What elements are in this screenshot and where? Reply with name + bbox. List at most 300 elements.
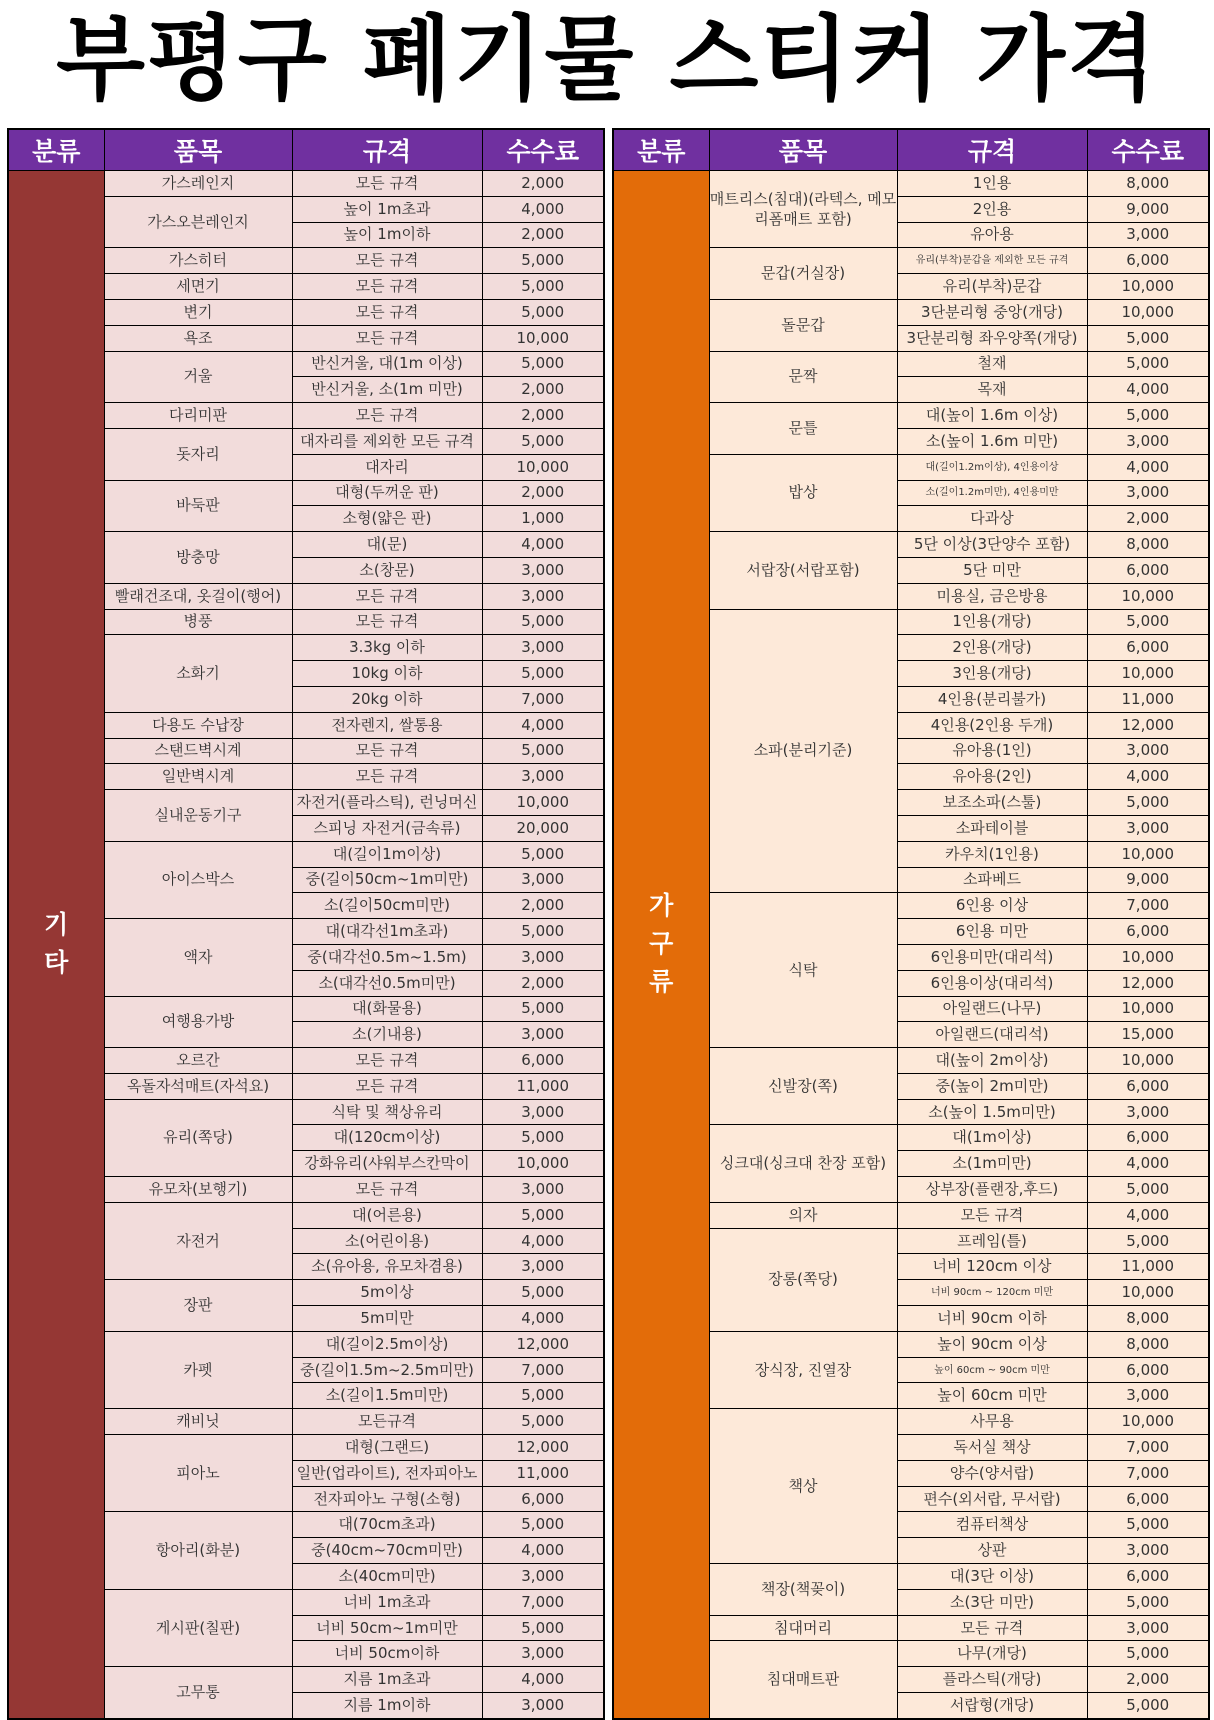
item-name-cell: 유모차(보행기) [104,1177,292,1203]
fee-cell: 4,000 [482,196,604,222]
item-name-cell: 의자 [709,1202,897,1228]
fee-cell: 6,000 [1087,1357,1209,1383]
spec-cell: 식탁 및 책상유리 [292,1099,482,1125]
fee-cell: 5,000 [482,1125,604,1151]
spec-cell: 컴퓨터책상 [897,1512,1087,1538]
fee-cell: 3,000 [1087,738,1209,764]
fee-cell: 2,000 [482,171,604,197]
item-name-cell: 돗자리 [104,428,292,480]
spec-cell: 소(기내용) [292,1022,482,1048]
fee-cell: 5,000 [482,661,604,687]
item-name-cell: 스탠드벽시계 [104,738,292,764]
spec-cell: 소파베드 [897,867,1087,893]
spec-cell: 모든 규격 [292,1048,482,1074]
fee-cell: 5,000 [482,428,604,454]
spec-cell: 프레임(틀) [897,1228,1087,1254]
fee-cell: 2,000 [482,970,604,996]
fee-cell: 3,000 [482,867,604,893]
spec-cell: 4인용(2인용 두개) [897,712,1087,738]
fee-cell: 8,000 [1087,1306,1209,1332]
fee-cell: 15,000 [1087,1022,1209,1048]
fee-cell: 4,000 [1087,454,1209,480]
fee-cell: 6,000 [1087,1073,1209,1099]
fee-cell: 2,000 [482,403,604,429]
fee-cell: 10,000 [1087,841,1209,867]
spec-cell: 높이 1m초과 [292,196,482,222]
item-name-cell: 바둑판 [104,480,292,532]
spec-cell: 대(어른용) [292,1202,482,1228]
spec-cell: 1인용 [897,171,1087,197]
spec-cell: 중(높이 2m미만) [897,1073,1087,1099]
spec-cell: 보조소파(스툴) [897,790,1087,816]
item-name-cell: 가스레인지 [104,171,292,197]
spec-cell: 소(길이1.2m미만), 4인용미만 [897,480,1087,506]
fee-cell: 8,000 [1087,532,1209,558]
fee-cell: 11,000 [482,1460,604,1486]
fee-cell: 3,000 [482,1641,604,1667]
item-name-cell: 장롱(쪽당) [709,1228,897,1331]
fee-cell: 10,000 [482,454,604,480]
item-name-cell: 신발장(쪽) [709,1048,897,1125]
fee-cell: 10,000 [1087,1409,1209,1435]
fee-cell: 5,000 [482,274,604,300]
spec-cell: 대(120cm이상) [292,1125,482,1151]
spec-cell: 대(높이 1.6m 이상) [897,403,1087,429]
fee-cell: 4,000 [482,1306,604,1332]
spec-cell: 자전거(플라스틱), 런닝머신 [292,790,482,816]
fee-cell: 4,000 [482,532,604,558]
spec-cell: 모든 규격 [292,1073,482,1099]
spec-cell: 지름 1m초과 [292,1667,482,1693]
spec-cell: 2인용 [897,196,1087,222]
fee-cell: 8,000 [1087,171,1209,197]
fee-cell: 3,000 [1087,1383,1209,1409]
spec-cell: 5단 미만 [897,557,1087,583]
fee-cell: 7,000 [1087,1435,1209,1461]
fee-cell: 10,000 [1087,944,1209,970]
spec-cell: 소(길이50cm미만) [292,893,482,919]
spec-cell: 대(화물용) [292,996,482,1022]
spec-cell: 전자피아노 구형(소형) [292,1486,482,1512]
fee-cell: 3,000 [1087,480,1209,506]
fee-cell: 5,000 [1087,1693,1209,1719]
header-category: 분류 [8,129,104,171]
fee-cell: 5,000 [482,1280,604,1306]
spec-cell: 너비 1m초과 [292,1589,482,1615]
item-name-cell: 일반벽시계 [104,764,292,790]
fee-cell: 7,000 [482,1357,604,1383]
spec-cell: 목재 [897,377,1087,403]
item-name-cell: 문틀 [709,403,897,455]
spec-cell: 독서실 책상 [897,1435,1087,1461]
spec-cell: 너비 50cm이하 [292,1641,482,1667]
fee-cell: 10,000 [1087,996,1209,1022]
spec-cell: 6인용이상(대리석) [897,970,1087,996]
fee-cell: 3,000 [482,1022,604,1048]
fee-cell: 10,000 [482,1151,604,1177]
fee-cell: 3,000 [482,1254,604,1280]
spec-cell: 모든 규격 [292,1177,482,1203]
spec-cell: 양수(양서랍) [897,1460,1087,1486]
item-name-cell: 게시판(칠판) [104,1589,292,1666]
fee-cell: 2,000 [482,222,604,248]
fee-cell: 6,000 [482,1486,604,1512]
spec-cell: 중(길이1.5m~2.5m미만) [292,1357,482,1383]
fee-cell: 3,000 [482,557,604,583]
fee-cell: 2,000 [1087,1667,1209,1693]
item-name-cell: 자전거 [104,1202,292,1279]
header-category: 분류 [613,129,709,171]
item-name-cell: 문갑(거실장) [709,248,897,300]
spec-cell: 대(높이 2m이상) [897,1048,1087,1074]
fee-cell: 10,000 [1087,1280,1209,1306]
table-row [8,171,604,197]
item-name-cell: 침대매트판 [709,1641,897,1719]
item-name-cell: 방충망 [104,532,292,584]
item-name-cell: 돌문갑 [709,299,897,351]
fee-cell: 4,000 [482,712,604,738]
item-name-cell: 소파(분리기준) [709,609,897,893]
fee-cell: 9,000 [1087,196,1209,222]
spec-cell: 모든 규격 [292,274,482,300]
spec-cell: 소파테이블 [897,815,1087,841]
spec-cell: 스피닝 자전거(금속류) [292,815,482,841]
fee-cell: 7,000 [1087,893,1209,919]
spec-cell: 1인용(개당) [897,609,1087,635]
spec-cell: 중(대각선0.5m~1.5m) [292,944,482,970]
spec-cell: 대(70cm초과) [292,1512,482,1538]
spec-cell: 높이 1m이하 [292,222,482,248]
item-name-cell: 액자 [104,919,292,996]
fee-cell: 3,000 [482,1099,604,1125]
fee-cell: 5,000 [1087,1177,1209,1203]
fee-cell: 6,000 [1087,1564,1209,1590]
fee-cell: 3,000 [482,944,604,970]
fee-cell: 5,000 [482,841,604,867]
fee-cell: 1,000 [482,506,604,532]
fee-cell: 5,000 [482,996,604,1022]
spec-cell: 유아용(2인) [897,764,1087,790]
spec-cell: 너비 90cm 이하 [897,1306,1087,1332]
spec-cell: 전자렌지, 쌀통용 [292,712,482,738]
spec-cell: 소(40cm미만) [292,1564,482,1590]
spec-cell: 철재 [897,351,1087,377]
spec-cell: 20kg 이하 [292,686,482,712]
spec-cell: 모든 규격 [292,248,482,274]
item-name-cell: 다리미판 [104,403,292,429]
fee-cell: 3,000 [1087,428,1209,454]
spec-cell: 모든 규격 [292,583,482,609]
fee-cell: 4,000 [482,1538,604,1564]
header-fee: 수수료 [1087,129,1209,171]
spec-cell: 중(길이50cm~1m미만) [292,867,482,893]
spec-cell: 높이 60cm ~ 90cm 미만 [897,1357,1087,1383]
spec-cell: 일반(업라이트), 전자피아노 [292,1460,482,1486]
spec-cell: 편수(외서랍, 무서랍) [897,1486,1087,1512]
spec-cell: 아일랜드(대리석) [897,1022,1087,1048]
spec-cell: 미용실, 금은방용 [897,583,1087,609]
spec-cell: 6인용 미만 [897,919,1087,945]
item-name-cell: 카펫 [104,1331,292,1408]
fee-cell: 5,000 [1087,325,1209,351]
spec-cell: 대(문) [292,532,482,558]
fee-cell: 5,000 [1087,351,1209,377]
fee-cell: 10,000 [1087,274,1209,300]
spec-cell: 사무용 [897,1409,1087,1435]
spec-cell: 너비 50cm~1m미만 [292,1615,482,1641]
item-name-cell: 옥돌자석매트(자석요) [104,1073,292,1099]
fee-cell: 5,000 [482,609,604,635]
spec-cell: 모든 규격 [292,738,482,764]
item-name-cell: 항아리(화분) [104,1512,292,1589]
fee-cell: 10,000 [1087,1048,1209,1074]
header-row [8,129,604,171]
fee-cell: 3,000 [482,1693,604,1719]
fee-cell: 12,000 [482,1435,604,1461]
fee-cell: 8,000 [1087,1331,1209,1357]
spec-cell: 모든 규격 [292,299,482,325]
item-name-cell: 서랍장(서랍포함) [709,532,897,609]
fee-cell: 5,000 [1087,1589,1209,1615]
spec-cell: 모든 규격 [292,764,482,790]
fee-cell: 3,000 [482,764,604,790]
fee-cell: 3,000 [482,1564,604,1590]
fee-cell: 5,000 [482,351,604,377]
spec-cell: 서랍형(개당) [897,1693,1087,1719]
spec-cell: 상부장(플랜장,후드) [897,1177,1087,1203]
fee-cell: 12,000 [1087,712,1209,738]
item-name-cell: 가스히터 [104,248,292,274]
item-name-cell: 여행용가방 [104,996,292,1048]
item-name-cell: 장식장, 진열장 [709,1331,897,1408]
spec-cell: 유리(부착)문갑을 제외한 모든 규격 [897,248,1087,274]
fee-cell: 5,000 [1087,609,1209,635]
fee-cell: 5,000 [482,1615,604,1641]
spec-cell: 소(어린이용) [292,1228,482,1254]
spec-cell: 소형(얇은 판) [292,506,482,532]
spec-cell: 대(3단 이상) [897,1564,1087,1590]
spec-cell: 높이 90cm 이상 [897,1331,1087,1357]
fee-cell: 4,000 [1087,377,1209,403]
fee-cell: 5,000 [482,1409,604,1435]
spec-cell: 강화유리(샤워부스칸막이 [292,1151,482,1177]
item-name-cell: 책상 [709,1409,897,1564]
fee-cell: 12,000 [1087,970,1209,996]
spec-cell: 6인용미만(대리석) [897,944,1087,970]
fee-cell: 5,000 [1087,790,1209,816]
spec-cell: 5m이상 [292,1280,482,1306]
item-name-cell: 피아노 [104,1435,292,1512]
spec-cell: 유아용(1인) [897,738,1087,764]
category-cell: 기 타 [8,171,104,1719]
fee-cell: 20,000 [482,815,604,841]
spec-cell: 대자리 [292,454,482,480]
fee-cell: 5,000 [482,1202,604,1228]
item-name-cell: 욕조 [104,325,292,351]
item-name-cell: 매트리스(침대)(라텍스, 메모리폼매트 포함) [709,171,897,248]
item-name-cell: 가스오븐레인지 [104,196,292,248]
fee-cell: 11,000 [482,1073,604,1099]
spec-cell: 2인용(개당) [897,635,1087,661]
spec-cell: 중(40cm~70cm미만) [292,1538,482,1564]
item-name-cell: 변기 [104,299,292,325]
item-name-cell: 장판 [104,1280,292,1332]
spec-cell: 아일랜드(나무) [897,996,1087,1022]
spec-cell: 플라스틱(개당) [897,1667,1087,1693]
spec-cell: 나무(개당) [897,1641,1087,1667]
category-cell: 가 구 류 [613,171,709,1719]
spec-cell: 4인용(분리불가) [897,686,1087,712]
spec-cell: 대(대각선1m초과) [292,919,482,945]
spec-cell: 소(높이 1.5m미만) [897,1099,1087,1125]
spec-cell: 유리(부착)문갑 [897,274,1087,300]
item-name-cell: 실내운동기구 [104,790,292,842]
fee-cell: 2,000 [1087,506,1209,532]
fee-cell: 12,000 [482,1331,604,1357]
fee-cell: 5,000 [482,1383,604,1409]
table-row [613,171,1209,197]
fee-cell: 11,000 [1087,1254,1209,1280]
fee-cell: 5,000 [482,919,604,945]
spec-cell: 반신거울, 대(1m 이상) [292,351,482,377]
fee-table-right [612,128,1210,1720]
fee-cell: 10,000 [1087,661,1209,687]
spec-cell: 모든 규격 [292,403,482,429]
spec-cell: 모든 규격 [897,1615,1087,1641]
fee-cell: 3,000 [1087,1538,1209,1564]
fee-cell: 6,000 [1087,635,1209,661]
item-name-cell: 오르간 [104,1048,292,1074]
page-title: 부평구 폐기물 스티커 가격 [56,6,1158,113]
fee-cell: 10,000 [482,325,604,351]
spec-cell: 대형(두꺼운 판) [292,480,482,506]
fee-cell: 4,000 [482,1228,604,1254]
fee-cell: 7,000 [482,1589,604,1615]
fee-cell: 3,000 [1087,222,1209,248]
spec-cell: 너비 120cm 이상 [897,1254,1087,1280]
fee-cell: 3,000 [482,1177,604,1203]
item-name-cell: 밥상 [709,454,897,531]
header-item: 품목 [104,129,292,171]
spec-cell: 소(창문) [292,557,482,583]
spec-cell: 소(유아용, 유모차겸용) [292,1254,482,1280]
spec-cell: 모든 규격 [292,171,482,197]
spec-cell: 반신거울, 소(1m 미만) [292,377,482,403]
item-name-cell: 다용도 수납장 [104,712,292,738]
spec-cell: 모든 규격 [292,325,482,351]
fee-cell: 6,000 [1087,919,1209,945]
fee-cell: 6,000 [1087,1486,1209,1512]
fee-table-left [7,128,605,1720]
item-name-cell: 빨래건조대, 옷걸이(행어) [104,583,292,609]
fee-cell: 2,000 [482,377,604,403]
spec-cell: 5단 이상(3단양수 포함) [897,532,1087,558]
item-name-cell: 침대머리 [709,1615,897,1641]
fee-cell: 7,000 [482,686,604,712]
spec-cell: 3단분리형 좌우양쪽(개당) [897,325,1087,351]
spec-cell: 카우치(1인용) [897,841,1087,867]
spec-cell: 모든 규격 [292,609,482,635]
spec-cell: 너비 90cm ~ 120cm 미만 [897,1280,1087,1306]
item-name-cell: 소화기 [104,635,292,712]
item-name-cell: 거울 [104,351,292,403]
fee-cell: 10,000 [1087,583,1209,609]
fee-cell: 5,000 [482,1512,604,1538]
fee-cell: 5,000 [482,248,604,274]
fee-cell: 10,000 [1087,299,1209,325]
item-name-cell: 아이스박스 [104,841,292,918]
spec-cell: 10kg 이하 [292,661,482,687]
item-name-cell: 고무통 [104,1667,292,1719]
fee-cell: 4,000 [1087,1151,1209,1177]
fee-cell: 2,000 [482,480,604,506]
header-row [613,129,1209,171]
spec-cell: 다과상 [897,506,1087,532]
fee-cell: 3,000 [1087,1615,1209,1641]
fee-cell: 11,000 [1087,686,1209,712]
fee-cell: 4,000 [1087,764,1209,790]
spec-cell: 대(길이2.5m이상) [292,1331,482,1357]
spec-cell: 소(1m미만) [897,1151,1087,1177]
spec-cell: 모든규격 [292,1409,482,1435]
fee-cell: 5,000 [1087,1228,1209,1254]
spec-cell: 3인용(개당) [897,661,1087,687]
spec-cell: 5m미만 [292,1306,482,1332]
fee-cell: 7,000 [1087,1460,1209,1486]
spec-cell: 소(대각선0.5m미만) [292,970,482,996]
item-name-cell: 세면기 [104,274,292,300]
fee-cell: 5,000 [482,299,604,325]
spec-cell: 지름 1m이하 [292,1693,482,1719]
spec-cell: 대(1m이상) [897,1125,1087,1151]
spec-cell: 소(높이 1.6m 미만) [897,428,1087,454]
item-name-cell: 유리(쪽당) [104,1099,292,1176]
spec-cell: 상판 [897,1538,1087,1564]
fee-cell: 5,000 [1087,1512,1209,1538]
fee-cell: 6,000 [1087,1125,1209,1151]
fee-cell: 2,000 [482,893,604,919]
spec-cell: 높이 60cm 미만 [897,1383,1087,1409]
header-spec: 규격 [897,129,1087,171]
item-name-cell: 싱크대(싱크대 찬장 포함) [709,1125,897,1202]
spec-cell: 대형(그랜드) [292,1435,482,1461]
header-item: 품목 [709,129,897,171]
fee-cell: 6,000 [1087,557,1209,583]
fee-cell: 3,000 [482,583,604,609]
item-name-cell: 병풍 [104,609,292,635]
fee-cell: 10,000 [482,790,604,816]
item-name-cell: 식탁 [709,893,897,1048]
header-fee: 수수료 [482,129,604,171]
fee-cell: 3,000 [1087,815,1209,841]
spec-cell: 유아용 [897,222,1087,248]
item-name-cell: 문짝 [709,351,897,403]
fee-cell: 9,000 [1087,867,1209,893]
fee-cell: 5,000 [482,738,604,764]
spec-cell: 대(길이1m이상) [292,841,482,867]
spec-cell: 3단분리형 중앙(개당) [897,299,1087,325]
spec-cell: 소(길이1.5m미만) [292,1383,482,1409]
spec-cell: 6인용 이상 [897,893,1087,919]
spec-cell: 대(길이1.2m이상), 4인용이상 [897,454,1087,480]
fee-cell: 5,000 [1087,1641,1209,1667]
spec-cell: 3.3kg 이하 [292,635,482,661]
spec-cell: 대자리를 제외한 모든 규격 [292,428,482,454]
fee-cell: 5,000 [1087,403,1209,429]
item-name-cell: 책장(책꽂이) [709,1564,897,1616]
header-spec: 규격 [292,129,482,171]
fee-cell: 4,000 [1087,1202,1209,1228]
